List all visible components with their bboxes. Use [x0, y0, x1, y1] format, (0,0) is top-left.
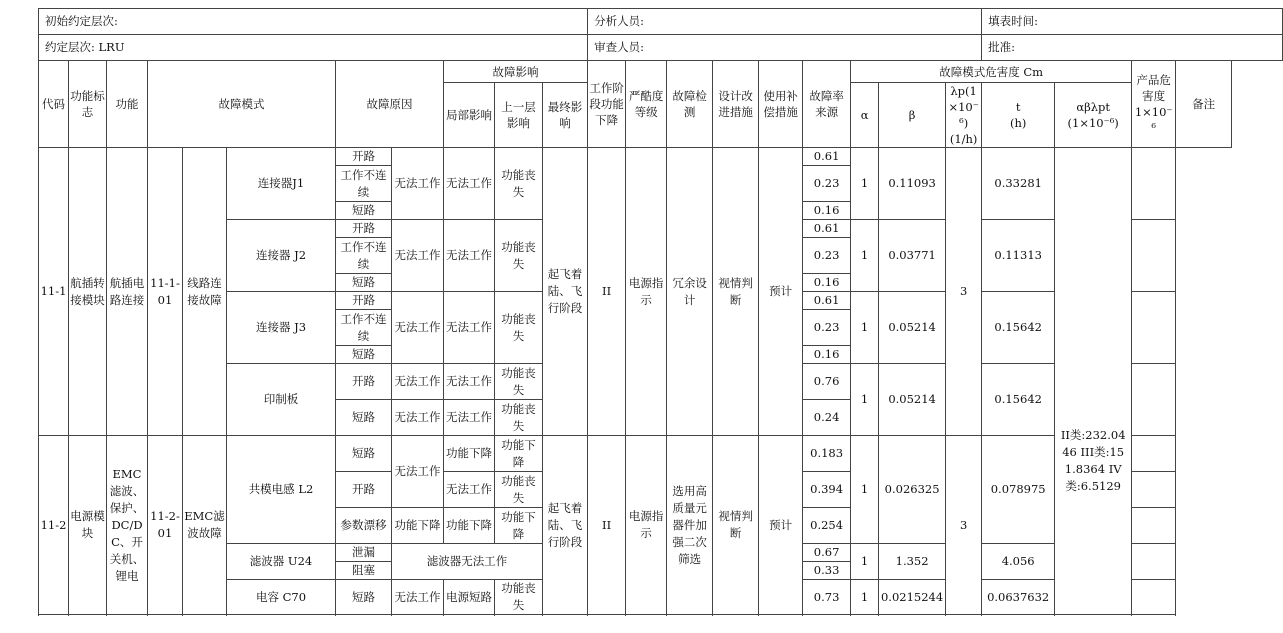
b2-l2-lambda: 0.026325: [879, 436, 946, 544]
b2-severity: II: [588, 436, 626, 615]
b1-design: 冗余设计: [667, 148, 713, 436]
b2-c70-mode: 短路: [336, 580, 392, 615]
hdr-func-flag: 功能标志: [69, 61, 107, 148]
b2-u24-alpha-0: 0.67: [803, 544, 851, 562]
b1-j2-local: 无法工作: [392, 220, 444, 292]
b2-cause-l2: 共模电感 L2: [227, 436, 336, 544]
b2-c70-final: 功能丧失: [495, 580, 543, 615]
b2-u24-alpha-1: 0.33: [803, 562, 851, 580]
b1-j1-sub-2: 短路: [336, 202, 392, 220]
product-criticality: II类:232.0446 III类:151.8364 IV类:6.5129: [1055, 148, 1132, 615]
b1-j1-lambda: 0.11093: [879, 148, 946, 220]
b2-u24-beta: 1: [851, 544, 879, 580]
hdr-rate-source: 故障率来源: [803, 61, 851, 148]
b2-t: 3: [946, 436, 982, 615]
b2-u24-abl: 4.056: [982, 544, 1055, 580]
hdr-final-effect: 最终影响: [543, 83, 588, 148]
b1-severity: II: [588, 148, 626, 436]
b1-detection: 电源指示: [626, 148, 667, 436]
b2-c70-local: 无法工作: [392, 580, 444, 615]
b1-j3-lambda: 0.05214: [879, 292, 946, 364]
hdr-design: 设计改进措施: [713, 61, 759, 148]
b1-j1-upper: 无法工作: [444, 148, 495, 220]
hdr-upper-effect: 上一层影响: [495, 83, 543, 148]
b1-j3-alpha-0: 0.61: [803, 292, 851, 310]
b1-j2-upper: 无法工作: [444, 220, 495, 292]
hdr-abl: [1055, 83, 1132, 148]
hdr-lambda-label: λp(1×10⁻⁶): [948, 84, 979, 130]
b2-l2-final-1: 功能丧失: [495, 472, 543, 508]
b2-l2-final-0: 功能下降: [495, 436, 543, 472]
b1-j2-alpha-0: 0.61: [803, 220, 851, 238]
b1-pcb-alpha-0: 0.76: [803, 364, 851, 400]
b1-j2-final: 功能丧失: [495, 220, 543, 292]
fill-time: 填表时间:: [982, 9, 1283, 35]
b2-l2-remarks-1: [1132, 472, 1176, 508]
b1-j2-sub-2: 短路: [336, 274, 392, 292]
hdr-failure-mode: 故障模式: [148, 61, 336, 148]
b1-j1-remarks: [1132, 148, 1176, 220]
b2-c70-beta: 1: [851, 580, 879, 615]
b2-l2-local: 无法工作: [392, 436, 444, 508]
b1-j3-remarks: [1132, 292, 1176, 364]
hdr-product-crit: [1132, 61, 1176, 148]
b1-cause-j2: 连接器 J2: [227, 220, 336, 292]
b1-pcb-upper-1: 无法工作: [444, 400, 495, 436]
b1-j3-alpha-1: 0.23: [803, 310, 851, 346]
b2-l2-alpha-0: 0.183: [803, 436, 851, 472]
b1-j3-upper: 无法工作: [444, 292, 495, 364]
hdr-lambda-unit: (1/h): [949, 132, 978, 146]
b2-l2-upper-0: 功能下降: [444, 436, 495, 472]
b1-flag: 航插转接模块: [69, 148, 107, 436]
b1-j1-alpha-2: 0.16: [803, 202, 851, 220]
b1-cause-pcb: 印制板: [227, 364, 336, 436]
b2-cause-u24: 滤波器 U24: [227, 544, 336, 580]
b1-pcb-abl: 0.15642: [982, 364, 1055, 436]
b1-j3-final: 功能丧失: [495, 292, 543, 364]
b1-cause-j3: 连接器 J3: [227, 292, 336, 364]
hdr-code: 代码: [39, 61, 69, 148]
b2-l2-alpha-1: 0.394: [803, 472, 851, 508]
b2-l2-remarks-0: [1132, 436, 1176, 472]
b1-compensation: 视情判断: [713, 148, 759, 436]
b1-pcb-final-0: 功能丧失: [495, 364, 543, 400]
analyst: 分析人员:: [588, 9, 982, 35]
b2-compensation: 视情判断: [713, 436, 759, 615]
b1-mode: 线路连接故障: [183, 148, 227, 436]
b1-j2-sub-1: 工作不连续: [336, 238, 392, 274]
hdr-beta: β: [879, 83, 946, 148]
b2-c70-abl: 0.0637632: [982, 580, 1055, 615]
b2-l2-sub-2: 参数漂移: [336, 508, 392, 544]
b1-phase: 起飞着陆、飞行阶段: [543, 148, 588, 436]
hdr-function: 功能: [107, 61, 148, 148]
b2-l2-remarks-2: [1132, 508, 1176, 544]
hdr-remarks: 备注: [1176, 61, 1232, 148]
hdr-lambda: [946, 83, 982, 148]
b1-pcb-final-1: 功能丧失: [495, 400, 543, 436]
b2-c70-remarks: [1132, 580, 1176, 615]
b2-c70-lambda: 0.0215244: [879, 580, 946, 615]
b2-source: 预计: [759, 436, 803, 615]
b1-pcb-alpha-1: 0.24: [803, 400, 851, 436]
b2-u24-lambda: 1.352: [879, 544, 946, 580]
hdr-severity: 严酷度等级: [626, 61, 667, 148]
b1-t: 3: [946, 148, 982, 436]
hdr-failure-effect: 故障影响: [444, 61, 588, 83]
hdr-alpha: α: [851, 83, 879, 148]
b1-j2-sub-0: 开路: [336, 220, 392, 238]
b2-mode-code: 11-2-01: [148, 436, 183, 615]
b1-j1-alpha-1: 0.23: [803, 166, 851, 202]
b1-j3-sub-1: 工作不连续: [336, 310, 392, 346]
b1-pcb-local-0: 无法工作: [392, 364, 444, 400]
reviewer: 审查人员:: [588, 35, 982, 61]
b2-l2-abl: 0.078975: [982, 436, 1055, 544]
b1-function: 航插电路连接: [107, 148, 148, 436]
hdr-phase: 工作阶段功能下降: [588, 61, 626, 148]
hdr-abl-label: αβλpt: [1076, 100, 1111, 114]
b1-pcb-upper-0: 无法工作: [444, 364, 495, 400]
b1-j1-sub-1: 工作不连续: [336, 166, 392, 202]
b2-c70-alpha: 0.73: [803, 580, 851, 615]
hdr-product-crit-unit: 1×10⁻⁶: [1134, 105, 1173, 135]
b1-j1-abl: 0.33281: [982, 148, 1055, 220]
level: 约定层次: LRU: [39, 35, 588, 61]
b2-u24-effect: 滤波器无法工作: [392, 544, 543, 580]
b1-j2-beta: 1: [851, 220, 879, 292]
b2-detection: 电源指示: [626, 436, 667, 615]
hdr-criticality: 故障模式危害度 Cm: [851, 61, 1132, 83]
b1-pcb-remarks: [1132, 364, 1176, 436]
b2-l2-sub-0: 短路: [336, 436, 392, 472]
b1-code: 11-1: [39, 148, 69, 436]
b2-u24-sub-1: 阻塞: [336, 562, 392, 580]
b2-l2-beta: 1: [851, 436, 879, 544]
b1-j2-lambda: 0.03771: [879, 220, 946, 292]
b2-cause-c70: 电容 C70: [227, 580, 336, 615]
b2-l2-upper-2: 功能下降: [444, 508, 495, 544]
b1-j2-remarks: [1132, 220, 1176, 292]
approver: 批准:: [982, 35, 1283, 61]
b2-function: EMC滤波、保护、DC/DC、开关机、锂电: [107, 436, 148, 615]
b1-j3-sub-0: 开路: [336, 292, 392, 310]
b1-j2-alpha-2: 0.16: [803, 274, 851, 292]
b2-l2-final-2: 功能下降: [495, 508, 543, 544]
b2-design: 选用高质量元器件加强二次筛选: [667, 436, 713, 615]
b1-j1-beta: 1: [851, 148, 879, 220]
b1-j1-alpha-0: 0.61: [803, 148, 851, 166]
b1-j3-sub-2: 短路: [336, 346, 392, 364]
hdr-abl-unit: (1×10⁻⁶): [1067, 116, 1119, 130]
hdr-t: [982, 83, 1055, 148]
b2-l2-upper-1: 无法工作: [444, 472, 495, 508]
hdr-failure-cause: 故障原因: [336, 61, 444, 148]
hdr-product-crit-label: 产品危害度: [1136, 73, 1171, 103]
b2-mode: EMC滤波故障: [183, 436, 227, 615]
b2-u24-sub-0: 泄漏: [336, 544, 392, 562]
b1-j3-abl: 0.15642: [982, 292, 1055, 364]
fmeca-table: [38, 8, 1283, 615]
b2-l2-alpha-2: 0.254: [803, 508, 851, 544]
b2-l2-local-2: 功能下降: [392, 508, 444, 544]
b1-pcb-local-1: 无法工作: [392, 400, 444, 436]
b2-l2-sub-1: 开路: [336, 472, 392, 508]
b1-j3-local: 无法工作: [392, 292, 444, 364]
hdr-local-effect: 局部影响: [444, 83, 495, 148]
b1-j3-alpha-2: 0.16: [803, 346, 851, 364]
b1-pcb-sub-0: 开路: [336, 364, 392, 400]
b2-flag: 电源模块: [69, 436, 107, 615]
hdr-t-label: t: [1015, 100, 1021, 114]
b1-j2-abl: 0.11313: [982, 220, 1055, 292]
b1-j1-final: 功能丧失: [495, 148, 543, 220]
b1-pcb-sub-1: 短路: [336, 400, 392, 436]
hdr-t-unit: (h): [1009, 116, 1027, 130]
b1-j1-local: 无法工作: [392, 148, 444, 220]
b2-code: 11-2: [39, 436, 69, 615]
b1-pcb-beta: 1: [851, 364, 879, 436]
hdr-compensation: 使用补偿措施: [759, 61, 803, 148]
b1-pcb-lambda: 0.05214: [879, 364, 946, 436]
b1-j3-beta: 1: [851, 292, 879, 364]
b2-c70-upper: 电源短路: [444, 580, 495, 615]
b2-phase: 起飞着陆、飞行阶段: [543, 436, 588, 615]
b1-cause-j1: 连接器J1: [227, 148, 336, 220]
hdr-detection: 故障检测: [667, 61, 713, 148]
b1-j1-sub-0: 开路: [336, 148, 392, 166]
b2-u24-remarks: [1132, 544, 1176, 580]
initial-level: 初始约定层次:: [39, 9, 588, 35]
b1-source: 预计: [759, 148, 803, 436]
b1-mode-code: 11-1-01: [148, 148, 183, 436]
b1-j2-alpha-1: 0.23: [803, 238, 851, 274]
